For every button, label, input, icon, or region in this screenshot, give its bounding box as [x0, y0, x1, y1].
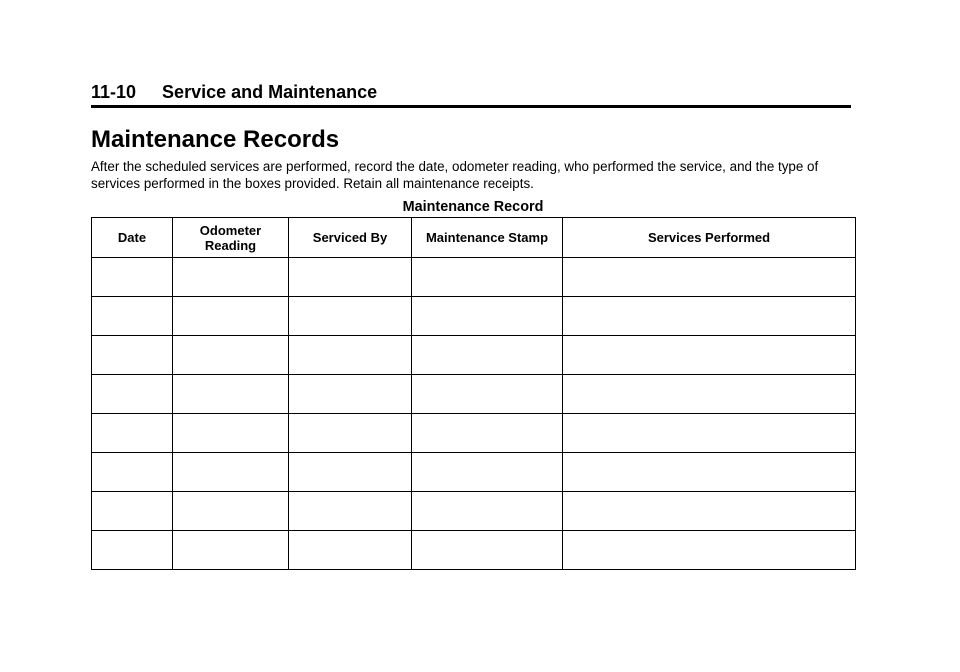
table-caption: Maintenance Record	[402, 199, 544, 215]
cell-services-performed[interactable]	[563, 414, 856, 453]
col-header-maintenance-stamp: Maintenance Stamp	[412, 218, 563, 258]
cell-services-performed[interactable]	[563, 258, 856, 297]
cell-services-performed[interactable]	[563, 375, 856, 414]
table-row	[92, 258, 856, 297]
cell-odometer-reading[interactable]	[173, 375, 289, 414]
cell-serviced-by[interactable]	[289, 258, 412, 297]
running-header	[91, 81, 851, 108]
col-header-serviced-by: Serviced By	[289, 218, 412, 258]
cell-services-performed[interactable]	[563, 453, 856, 492]
cell-maintenance-stamp[interactable]	[412, 375, 563, 414]
table-row	[92, 492, 856, 531]
table-row	[92, 375, 856, 414]
cell-serviced-by[interactable]	[289, 453, 412, 492]
cell-maintenance-stamp[interactable]	[412, 336, 563, 375]
cell-serviced-by[interactable]	[289, 297, 412, 336]
cell-maintenance-stamp[interactable]	[412, 453, 563, 492]
cell-odometer-reading[interactable]	[173, 453, 289, 492]
cell-date[interactable]	[92, 258, 173, 297]
cell-serviced-by[interactable]	[289, 492, 412, 531]
table-row	[92, 414, 856, 453]
cell-maintenance-stamp[interactable]	[412, 414, 563, 453]
cell-serviced-by[interactable]	[289, 336, 412, 375]
maintenance-record-table	[91, 217, 856, 570]
cell-services-performed[interactable]	[563, 531, 856, 570]
table-row	[92, 297, 856, 336]
cell-services-performed[interactable]	[563, 492, 856, 531]
table-row	[92, 336, 856, 375]
intro-paragraph: After the scheduled services are performed, record the date, odometer reading, who performed the service, and the type of services performed in the boxes provided. Retain all maintenance receipts.	[91, 159, 819, 191]
cell-maintenance-stamp[interactable]	[412, 297, 563, 336]
cell-date[interactable]	[92, 297, 173, 336]
cell-odometer-reading[interactable]	[173, 414, 289, 453]
cell-odometer-reading[interactable]	[173, 336, 289, 375]
cell-serviced-by[interactable]	[289, 375, 412, 414]
cell-odometer-reading[interactable]	[173, 297, 289, 336]
cell-serviced-by[interactable]	[289, 414, 412, 453]
cell-maintenance-stamp[interactable]	[412, 492, 563, 531]
table-row	[92, 531, 856, 570]
cell-date[interactable]	[92, 336, 173, 375]
col-header-date: Date	[92, 218, 173, 258]
table-row	[92, 453, 856, 492]
cell-services-performed[interactable]	[563, 336, 856, 375]
page-number: 11-10	[91, 82, 137, 102]
cell-serviced-by[interactable]	[289, 531, 412, 570]
cell-date[interactable]	[92, 531, 173, 570]
chapter-title: Service and Maintenance	[162, 82, 378, 102]
cell-date[interactable]	[92, 453, 173, 492]
cell-odometer-reading[interactable]	[173, 531, 289, 570]
section-title: Maintenance Records	[91, 126, 340, 153]
cell-date[interactable]	[92, 414, 173, 453]
cell-maintenance-stamp[interactable]	[412, 258, 563, 297]
cell-maintenance-stamp[interactable]	[412, 531, 563, 570]
col-header-odometer-reading-text: Odometer Reading	[199, 222, 262, 253]
cell-services-performed[interactable]	[563, 297, 856, 336]
table-body	[92, 258, 856, 570]
cell-date[interactable]	[92, 492, 173, 531]
table-header-row	[92, 218, 856, 258]
col-header-services-performed: Services Performed	[563, 218, 856, 258]
col-header-odometer-reading	[173, 218, 289, 258]
cell-date[interactable]	[92, 375, 173, 414]
cell-odometer-reading[interactable]	[173, 258, 289, 297]
cell-odometer-reading[interactable]	[173, 492, 289, 531]
